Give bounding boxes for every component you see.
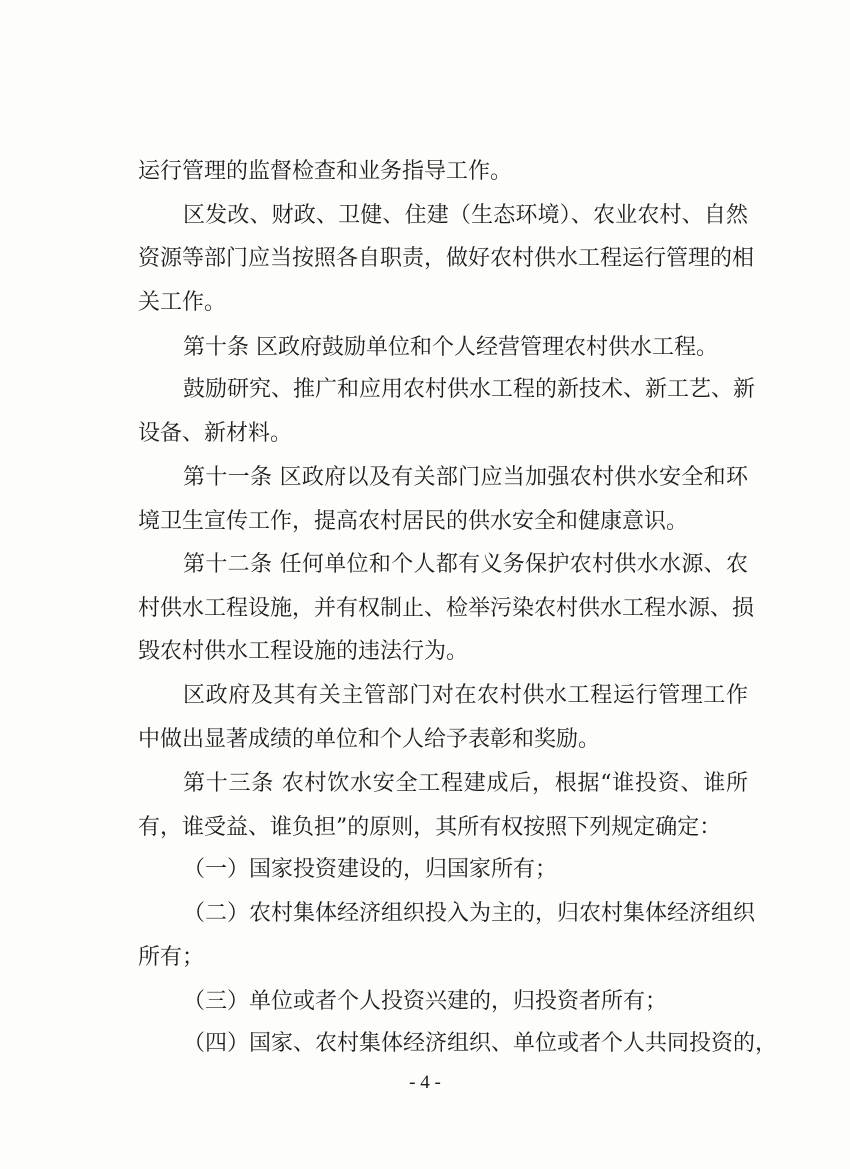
text-line: 第十条 区政府鼓励单位和个人经营管理农村供水工程。 xyxy=(183,335,718,360)
text-line: 村供水工程设施，并有权制止、检举污染农村供水工程水源、损 xyxy=(138,596,755,621)
text-line: 第十一条 区政府以及有关部门应当加强农村供水安全和环 xyxy=(183,465,748,490)
text-line: 有，谁受益、谁负担”的原则，其所有权按照下列规定确定： xyxy=(138,815,722,840)
text-line: 区发改、财政、卫健、住建（生态环境）、农业农村、自然 xyxy=(183,203,748,228)
page-number: - 4 - xyxy=(409,1072,441,1093)
text-line: 资源等部门应当按照各自职责，做好农村供水工程运行管理的相 xyxy=(138,246,755,271)
text-line: 设备、新材料。 xyxy=(138,421,293,446)
text-line: 第十三条 农村饮水安全工程建成后，根据“谁投资、谁所 xyxy=(183,771,748,796)
text-line: 境卫生宣传工作，提高农村居民的供水安全和健康意识。 xyxy=(138,509,689,534)
text-line: 中做出显著成绩的单位和个人给予表彰和奖励。 xyxy=(138,727,601,752)
text-line: 第十二条 任何单位和个人都有义务保护农村供水水源、农 xyxy=(183,552,748,577)
text-line: （三）单位或者个人投资兴建的，归投资者所有； xyxy=(183,989,668,1014)
text-line: 鼓励研究、推广和应用农村供水工程的新技术、新工艺、新 xyxy=(183,377,756,402)
text-line: （二）农村集体经济组织投入为主的，归农村集体经济组织 xyxy=(183,901,756,926)
text-line: 关工作。 xyxy=(138,290,227,315)
text-line: 运行管理的监督检查和业务指导工作。 xyxy=(138,159,513,184)
text-line: 毁农村供水工程设施的违法行为。 xyxy=(138,639,469,664)
text-line: 区政府及其有关主管部门对在农村供水工程运行管理工作 xyxy=(183,683,748,708)
text-line: 所有； xyxy=(138,945,205,970)
text-line: （四）国家、农村集体经济组织、单位或者个人共同投资的， xyxy=(183,1031,778,1056)
text-line: （一）国家投资建设的，归国家所有； xyxy=(183,857,558,882)
